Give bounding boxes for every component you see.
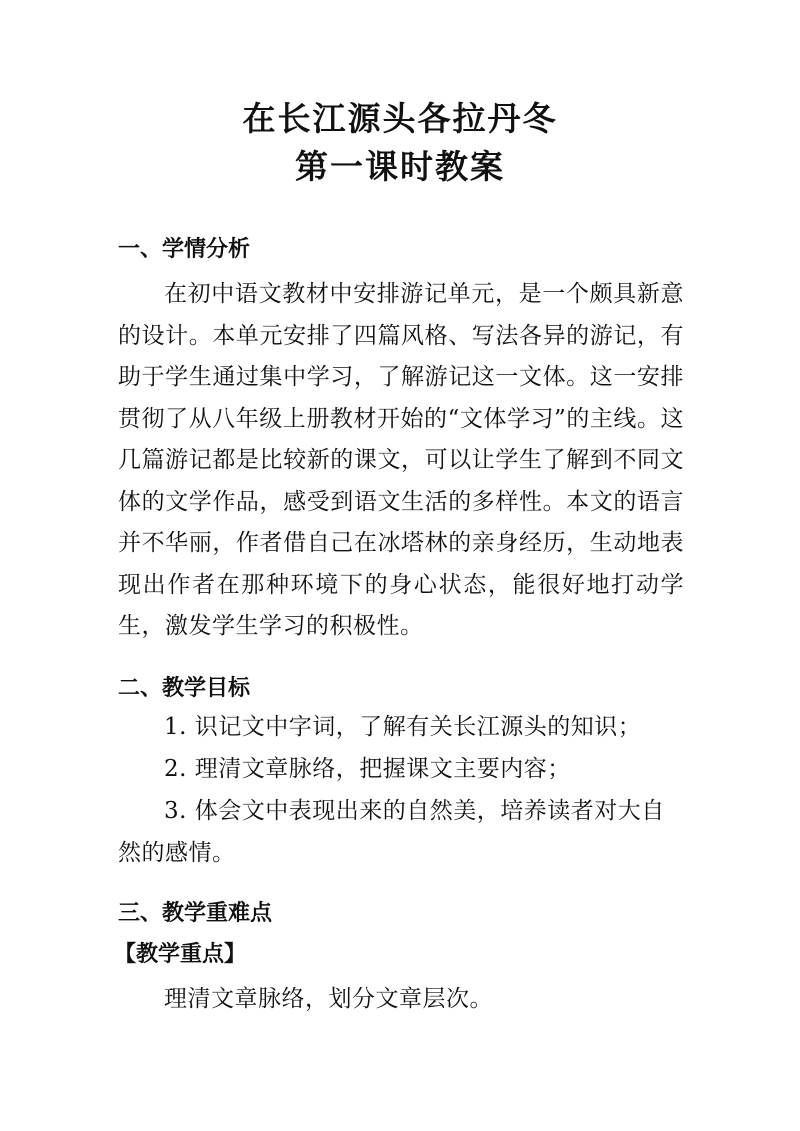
analysis-paragraph: 在初中语文教材中安排游记单元，是一个颇具新意的设计。本单元安排了四篇风格、写法各异的游记，有助于学生通过集中学习，了解游记这一文体。这一安排贯彻了从八年级上册教材开始的“文体学习”的主线。这几篇游记都是比较新的课文，可以让学生了解到不同文体的文学作品，感受到语文生活的多样性。本文的语言并不华丽，作者借自己在冰塔林的亲身经历，生动地表现出作者在那种环境下的身心状态，能很好地打动学生，激发学生学习的积极性。 [118, 281, 684, 639]
section-heading-objectives: 二、教学目标 [118, 676, 251, 701]
objective-item-1: 1. 识记文中字词，了解有关长江源头的知识； [164, 714, 642, 740]
document-title-line1: 在长江源头各拉丹冬 [242, 99, 558, 138]
section-heading-analysis: 一、学情分析 [118, 237, 251, 262]
section-heading-key-points: 三、教学重难点 [118, 901, 273, 926]
document-title-line2: 第一课时教案 [295, 147, 505, 186]
teaching-focus-paragraph: 理清文章脉络，划分文章层次。 [164, 986, 493, 1012]
objective-item-2: 2. 理清文章脉络，把握课文主要内容； [164, 756, 571, 782]
objective-item-3: 3. 体会文中表现出来的自然美，培养读者对大自然的感情。 [118, 798, 665, 866]
subheading-teaching-focus: 【教学重点】 [114, 942, 247, 967]
